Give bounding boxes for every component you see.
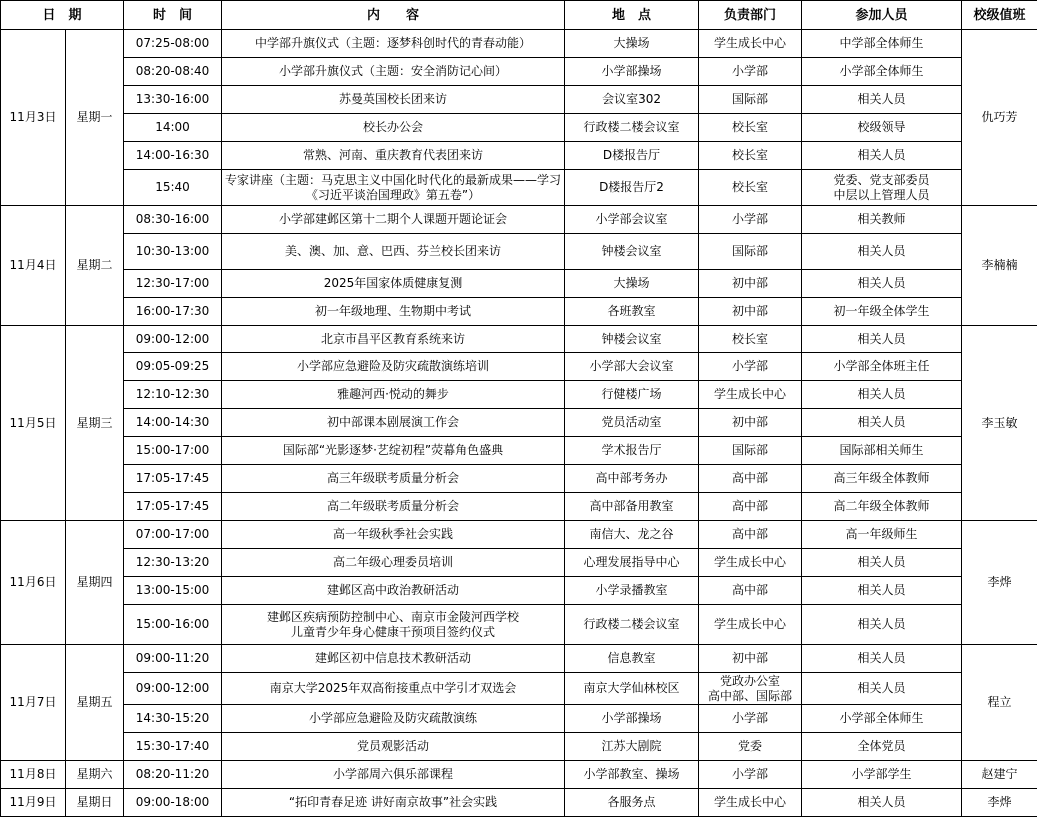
header-content: 内 容 [222,1,565,30]
location-cell: 钟楼会议室 [565,326,699,353]
schedule-row [1,605,1037,645]
schedule-row [1,381,1037,409]
dept-cell: 小学部 [699,761,802,789]
schedule-row [1,30,1037,58]
dept-cell: 小学部 [699,705,802,733]
participants-cell: 小学部全体师生 [802,58,962,86]
schedule-row [1,645,1037,673]
content-cell: 党员观影活动 [222,733,565,761]
content-cell: 专家讲座（主题：马克思主义中国化时代化的最新成果——学习《习近平谈治国理政》第五卷”） [222,170,565,206]
content-cell: 常熟、河南、重庆教育代表团来访 [222,142,565,170]
time-cell: 15:40 [124,170,222,206]
time-cell: 08:20-08:40 [124,58,222,86]
schedule-row [1,577,1037,605]
weekday-cell: 星期四 [66,521,124,645]
weekday-cell: 星期二 [66,206,124,326]
header-row [1,1,1037,30]
content-cell: 南京大学2025年双高衔接重点中学引才双选会 [222,673,565,705]
participants-cell: 小学部全体班主任 [802,353,962,381]
time-cell: 14:00-14:30 [124,409,222,437]
schedule-row [1,170,1037,206]
participants-cell: 相关人员 [802,605,962,645]
schedule-row [1,549,1037,577]
location-cell: 南信大、龙之谷 [565,521,699,549]
time-cell: 13:30-16:00 [124,86,222,114]
schedule-row [1,789,1037,817]
time-cell: 08:20-11:20 [124,761,222,789]
location-cell: 信息教室 [565,645,699,673]
schedule-row [1,733,1037,761]
content-cell: 建邺区疾病预防控制中心、南京市金陵河西学校 儿童青少年身心健康干预项目签约仪式 [222,605,565,645]
schedule-row [1,465,1037,493]
participants-cell: 相关教师 [802,206,962,234]
dept-cell: 校长室 [699,326,802,353]
header-time: 时 间 [124,1,222,30]
content-cell: 初一年级地理、生物期中考试 [222,298,565,326]
participants-cell: 初一年级全体学生 [802,298,962,326]
dept-cell: 学生成长中心 [699,549,802,577]
participants-cell: 小学部全体师生 [802,705,962,733]
content-cell: 2025年国家体质健康复测 [222,270,565,298]
dept-cell: 国际部 [699,437,802,465]
location-cell: 会议室302 [565,86,699,114]
header-dept: 负责部门 [699,1,802,30]
duty-cell: 程立 [962,645,1037,761]
dept-cell: 小学部 [699,206,802,234]
location-cell: D楼报告厅2 [565,170,699,206]
location-cell: 小学部会议室 [565,206,699,234]
schedule-row [1,142,1037,170]
participants-cell: 全体党员 [802,733,962,761]
schedule-row [1,58,1037,86]
dept-cell: 国际部 [699,86,802,114]
content-cell: “拓印青春足迹 讲好南京故事”社会实践 [222,789,565,817]
time-cell: 10:30-13:00 [124,234,222,270]
content-cell: 小学部应急避险及防灾疏散演练 [222,705,565,733]
time-cell: 12:30-13:20 [124,549,222,577]
participants-cell: 高一年级师生 [802,521,962,549]
date-cell: 11月5日 [1,326,66,521]
location-cell: 行政楼二楼会议室 [565,605,699,645]
content-cell: 北京市昌平区教育系统来访 [222,326,565,353]
schedule-row [1,114,1037,142]
duty-cell: 李楠楠 [962,206,1037,326]
time-cell: 14:00 [124,114,222,142]
participants-cell: 相关人员 [802,789,962,817]
content-cell: 建邺区高中政治教研活动 [222,577,565,605]
time-cell: 13:00-15:00 [124,577,222,605]
duty-cell: 李烨 [962,521,1037,645]
content-cell: 建邺区初中信息技术教研活动 [222,645,565,673]
dept-cell: 高中部 [699,493,802,521]
location-cell: 小学部操场 [565,58,699,86]
dept-cell: 初中部 [699,270,802,298]
participants-cell: 国际部相关师生 [802,437,962,465]
location-cell: 各班教室 [565,298,699,326]
content-cell: 小学部建邺区第十二期个人课题开题论证会 [222,206,565,234]
weekday-cell: 星期日 [66,789,124,817]
dept-cell: 高中部 [699,521,802,549]
location-cell: 小学录播教室 [565,577,699,605]
location-cell: 大操场 [565,270,699,298]
content-cell: 初中部课本剧展演工作会 [222,409,565,437]
content-cell: 高二年级心理委员培训 [222,549,565,577]
participants-cell: 相关人员 [802,234,962,270]
time-cell: 08:30-16:00 [124,206,222,234]
schedule-row [1,761,1037,789]
schedule-row [1,270,1037,298]
location-cell: 小学部操场 [565,705,699,733]
dept-cell: 学生成长中心 [699,381,802,409]
participants-cell: 相关人员 [802,270,962,298]
location-cell: 小学部大会议室 [565,353,699,381]
date-cell: 11月3日 [1,30,66,206]
location-cell: 高中部考务办 [565,465,699,493]
weekday-cell: 星期五 [66,645,124,761]
dept-cell: 校长室 [699,170,802,206]
time-cell: 09:05-09:25 [124,353,222,381]
dept-cell: 小学部 [699,353,802,381]
date-cell: 11月6日 [1,521,66,645]
schedule-row [1,353,1037,381]
date-cell: 11月9日 [1,789,66,817]
location-cell: 学术报告厅 [565,437,699,465]
content-cell: 国际部“光影逐梦·艺绽初程”荧幕角色盛典 [222,437,565,465]
header-date: 日 期 [1,1,124,30]
location-cell: 大操场 [565,30,699,58]
date-cell: 11月8日 [1,761,66,789]
content-cell: 美、澳、加、意、巴西、芬兰校长团来访 [222,234,565,270]
participants-cell: 相关人员 [802,86,962,114]
schedule-row [1,409,1037,437]
schedule-row [1,437,1037,465]
weekday-cell: 星期一 [66,30,124,206]
weekday-cell: 星期三 [66,326,124,521]
time-cell: 15:00-16:00 [124,605,222,645]
time-cell: 12:10-12:30 [124,381,222,409]
participants-cell: 高二年级全体教师 [802,493,962,521]
date-cell: 11月7日 [1,645,66,761]
dept-cell: 校长室 [699,142,802,170]
participants-cell: 校级领导 [802,114,962,142]
location-cell: 行政楼二楼会议室 [565,114,699,142]
dept-cell: 党政办公室 高中部、国际部 [699,673,802,705]
location-cell: 心理发展指导中心 [565,549,699,577]
participants-cell: 中学部全体师生 [802,30,962,58]
duty-cell: 赵建宁 [962,761,1037,789]
participants-cell: 相关人员 [802,549,962,577]
time-cell: 17:05-17:45 [124,465,222,493]
time-cell: 15:00-17:00 [124,437,222,465]
location-cell: 各服务点 [565,789,699,817]
time-cell: 17:05-17:45 [124,493,222,521]
location-cell: 小学部教室、操场 [565,761,699,789]
participants-cell: 相关人员 [802,381,962,409]
time-cell: 09:00-12:00 [124,326,222,353]
duty-cell: 仇巧芳 [962,30,1037,206]
content-cell: 中学部升旗仪式（主题：逐梦科创时代的青春动能） [222,30,565,58]
content-cell: 小学部升旗仪式（主题：安全消防记心间） [222,58,565,86]
content-cell: 高一年级秋季社会实践 [222,521,565,549]
dept-cell: 高中部 [699,465,802,493]
dept-cell: 小学部 [699,58,802,86]
location-cell: 江苏大剧院 [565,733,699,761]
location-cell: D楼报告厅 [565,142,699,170]
header-location: 地 点 [565,1,699,30]
dept-cell: 国际部 [699,234,802,270]
schedule-row [1,673,1037,705]
schedule-body [1,30,1037,817]
content-cell: 校长办公会 [222,114,565,142]
content-cell: 高二年级联考质量分析会 [222,493,565,521]
time-cell: 07:00-17:00 [124,521,222,549]
dept-cell: 校长室 [699,114,802,142]
participants-cell: 相关人员 [802,142,962,170]
time-cell: 16:00-17:30 [124,298,222,326]
content-cell: 苏曼英国校长团来访 [222,86,565,114]
schedule-row [1,298,1037,326]
time-cell: 12:30-17:00 [124,270,222,298]
participants-cell: 小学部学生 [802,761,962,789]
content-cell: 雅趣河西·悦动的舞步 [222,381,565,409]
header-duty: 校级值班 [962,1,1037,30]
dept-cell: 学生成长中心 [699,789,802,817]
dept-cell: 学生成长中心 [699,30,802,58]
time-cell: 14:30-15:20 [124,705,222,733]
participants-cell: 相关人员 [802,409,962,437]
participants-cell: 相关人员 [802,577,962,605]
weekday-cell: 星期六 [66,761,124,789]
time-cell: 09:00-12:00 [124,673,222,705]
duty-cell: 李烨 [962,789,1037,817]
location-cell: 钟楼会议室 [565,234,699,270]
participants-cell: 党委、党支部委员 中层以上管理人员 [802,170,962,206]
location-cell: 南京大学仙林校区 [565,673,699,705]
schedule-row [1,326,1037,353]
schedule-row [1,705,1037,733]
schedule-row [1,206,1037,234]
participants-cell: 高三年级全体教师 [802,465,962,493]
dept-cell: 学生成长中心 [699,605,802,645]
time-cell: 15:30-17:40 [124,733,222,761]
time-cell: 14:00-16:30 [124,142,222,170]
content-cell: 小学部周六俱乐部课程 [222,761,565,789]
schedule-row [1,493,1037,521]
participants-cell: 相关人员 [802,326,962,353]
schedule-row [1,521,1037,549]
header-participants: 参加人员 [802,1,962,30]
dept-cell: 初中部 [699,409,802,437]
participants-cell: 相关人员 [802,673,962,705]
participants-cell: 相关人员 [802,645,962,673]
time-cell: 09:00-11:20 [124,645,222,673]
location-cell: 党员活动室 [565,409,699,437]
schedule-row [1,234,1037,270]
duty-cell: 李玉敏 [962,326,1037,521]
time-cell: 07:25-08:00 [124,30,222,58]
schedule-row [1,86,1037,114]
location-cell: 高中部备用教室 [565,493,699,521]
content-cell: 小学部应急避险及防灾疏散演练培训 [222,353,565,381]
dept-cell: 高中部 [699,577,802,605]
time-cell: 09:00-18:00 [124,789,222,817]
location-cell: 行健楼广场 [565,381,699,409]
content-cell: 高三年级联考质量分析会 [222,465,565,493]
dept-cell: 党委 [699,733,802,761]
dept-cell: 初中部 [699,298,802,326]
dept-cell: 初中部 [699,645,802,673]
date-cell: 11月4日 [1,206,66,326]
